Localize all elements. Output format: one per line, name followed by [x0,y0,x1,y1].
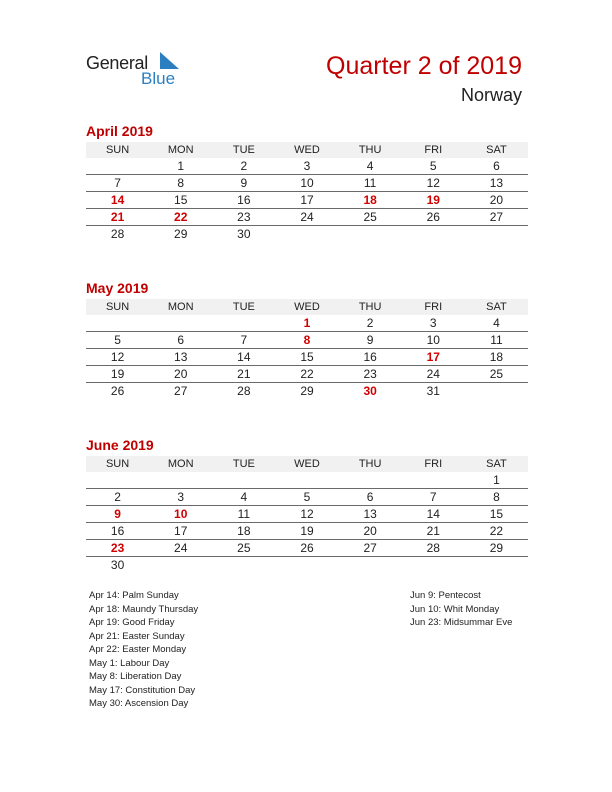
week-row [86,175,528,192]
day-cell: 5 [275,489,338,506]
day-cell: 9 [212,175,275,192]
country-label: Norway [460,85,522,105]
holiday-list-left [89,589,198,711]
week-row [86,506,528,523]
weekday-label: WED [275,299,338,315]
day-cell: 11 [465,332,528,349]
day-cell: 18 [465,349,528,366]
week-row [86,472,528,489]
day-cell: 15 [465,506,528,523]
day-cell: 16 [339,349,402,366]
day-cell: 2 [212,158,275,175]
month-title: June 2019 [86,437,154,453]
day-cell: 4 [465,315,528,332]
empty-day-cell [402,557,465,574]
day-cell: 29 [300,384,314,398]
empty-day-cell [86,315,149,332]
weekday-label: THU [339,142,402,158]
weekday-label: MON [149,456,212,472]
weekday-label: TUE [212,299,275,315]
day-cell: 7 [212,332,275,349]
day-cell: 31 [426,384,440,398]
day-cell: 27 [174,384,188,398]
day-cell: 21 [212,366,275,383]
day-cell: 23 [212,209,275,226]
week-row [86,489,528,506]
week-row [86,332,528,349]
holiday-note: Apr 19: Good Friday [89,617,175,628]
day-cell: 19 [275,523,338,540]
day-cell: 14 [86,192,149,209]
day-cell: 30 [237,227,251,241]
day-cell: 22 [275,366,338,383]
empty-day-cell [465,383,528,400]
empty-day-cell [275,472,338,489]
day-cell: 25 [212,540,275,557]
day-cell: 17 [402,349,465,366]
week-row [86,192,528,209]
day-cell: 16 [86,523,149,540]
empty-day-cell [149,315,212,332]
day-cell: 5 [402,158,465,175]
empty-day-cell [339,472,402,489]
holiday-note: Jun 23: Midsummar Eve [410,617,513,628]
weekday-label: TUE [212,456,275,472]
day-cell: 30 [363,384,377,398]
empty-day-cell [465,557,528,574]
week-row [86,523,528,540]
day-cell: 7 [86,175,149,192]
weekday-label: MON [149,142,212,158]
day-cell: 26 [110,384,125,398]
day-cell: 22 [465,523,528,540]
day-cell: 18 [212,523,275,540]
day-cell: 3 [402,315,465,332]
weekday-label: WED [275,456,338,472]
day-cell: 12 [86,349,149,366]
empty-day-cell [275,226,338,243]
day-cell: 7 [402,489,465,506]
day-cell: 9 [339,332,402,349]
weekday-label: THU [339,299,402,315]
day-cell: 19 [86,366,149,383]
weekday-label: SAT [465,142,528,158]
week-row [86,315,528,332]
empty-day-cell [465,226,528,243]
week-row [86,209,528,226]
calendar-table [86,142,528,242]
week-row [86,158,528,175]
day-cell: 29 [465,540,528,557]
day-cell: 21 [86,209,149,226]
day-cell: 13 [339,506,402,523]
month-june [86,436,528,573]
holiday-note: Apr 21: Easter Sunday [89,630,185,642]
day-cell: 12 [402,175,465,192]
page-title: Quarter 2 of 2019 [326,52,522,80]
empty-day-cell [86,472,149,489]
weekday-label: FRI [402,456,465,472]
day-cell: 23 [339,366,402,383]
week-row [86,540,528,557]
empty-day-cell [212,472,275,489]
day-cell: 8 [149,175,212,192]
day-cell: 24 [275,209,338,226]
empty-day-cell [402,226,465,243]
day-cell: 11 [339,175,402,192]
day-cell: 1 [275,315,338,332]
logo-triangle-icon [158,52,179,70]
weekday-label: WED [275,142,338,158]
day-cell: 29 [174,227,188,241]
empty-day-cell [149,472,212,489]
day-cell: 17 [275,192,338,209]
day-cell: 28 [237,384,251,398]
day-cell: 6 [339,489,402,506]
weekday-label: FRI [402,299,465,315]
day-cell: 30 [110,558,125,572]
day-cell: 3 [149,489,212,506]
day-cell: 4 [339,158,402,175]
logo-blue-text: Blue [141,69,176,88]
weekday-label: TUE [212,142,275,158]
day-cell: 15 [149,192,212,209]
generalblue-logo [86,50,196,90]
day-cell: 25 [339,209,402,226]
day-cell: 3 [275,158,338,175]
day-cell: 2 [339,315,402,332]
day-cell: 5 [86,332,149,349]
empty-day-cell [212,315,275,332]
day-cell: 15 [275,349,338,366]
month-title: April 2019 [86,123,153,139]
day-cell: 13 [465,175,528,192]
day-cell: 14 [212,349,275,366]
empty-day-cell [86,158,149,175]
logo-general-text: General [86,53,148,73]
empty-day-cell [402,472,465,489]
day-cell: 8 [275,332,338,349]
weekday-header-row [86,456,528,472]
holiday-note: May 17: Constitution Day [89,684,196,696]
day-cell: 18 [339,192,402,209]
week-row [86,226,528,243]
weekday-label: FRI [402,142,465,158]
day-cell: 10 [402,332,465,349]
weekday-header-row [86,299,528,315]
empty-day-cell [149,557,212,574]
day-cell: 1 [465,472,528,489]
day-cell: 1 [149,158,212,175]
calendar-table [86,456,528,573]
day-cell: 11 [212,506,275,523]
day-cell: 20 [339,523,402,540]
day-cell: 28 [110,227,125,241]
day-cell: 24 [149,540,212,557]
day-cell: 25 [465,366,528,383]
holiday-note: Apr 14: Palm Sunday [89,590,179,601]
empty-day-cell [339,226,402,243]
month-title: May 2019 [86,280,149,296]
holiday-note: May 8: Liberation Day [89,671,182,682]
day-cell: 23 [86,540,149,557]
weekday-label: SUN [86,142,149,158]
day-cell: 26 [402,209,465,226]
day-cell: 10 [275,175,338,192]
day-cell: 21 [402,523,465,540]
day-cell: 9 [86,506,149,523]
day-cell: 13 [149,349,212,366]
holiday-note: Jun 9: Pentecost [410,590,481,601]
day-cell: 22 [149,209,212,226]
holiday-note: May 1: Labour Day [89,657,170,669]
empty-day-cell [212,557,275,574]
holiday-note: Apr 18: Maundy Thursday [89,603,199,615]
empty-day-cell [275,557,338,574]
day-cell: 20 [465,192,528,209]
week-row [86,366,528,383]
holiday-note: May 30: Ascension Day [89,698,189,709]
day-cell: 2 [86,489,149,506]
day-cell: 10 [149,506,212,523]
day-cell: 6 [149,332,212,349]
weekday-header-row [86,142,528,158]
weekday-label: MON [149,299,212,315]
day-cell: 19 [402,192,465,209]
week-row [86,557,528,574]
day-cell: 4 [212,489,275,506]
day-cell: 26 [275,540,338,557]
calendar-table [86,299,528,399]
day-cell: 27 [465,209,528,226]
week-row [86,383,528,400]
day-cell: 20 [149,366,212,383]
day-cell: 12 [275,506,338,523]
weekday-label: THU [339,456,402,472]
day-cell: 27 [339,540,402,557]
month-april [86,122,528,242]
day-cell: 6 [465,158,528,175]
weekday-label: SAT [465,299,528,315]
month-may [86,279,528,399]
weekday-label: SAT [465,456,528,472]
holiday-note: Jun 10: Whit Monday [410,603,500,615]
empty-day-cell [339,557,402,574]
holiday-list-right [410,589,512,630]
day-cell: 28 [402,540,465,557]
day-cell: 14 [402,506,465,523]
weekday-label: SUN [86,456,149,472]
holiday-note: Apr 22: Easter Monday [89,644,187,655]
day-cell: 8 [465,489,528,506]
day-cell: 17 [149,523,212,540]
week-row [86,349,528,366]
weekday-label: SUN [86,299,149,315]
day-cell: 16 [212,192,275,209]
day-cell: 24 [402,366,465,383]
